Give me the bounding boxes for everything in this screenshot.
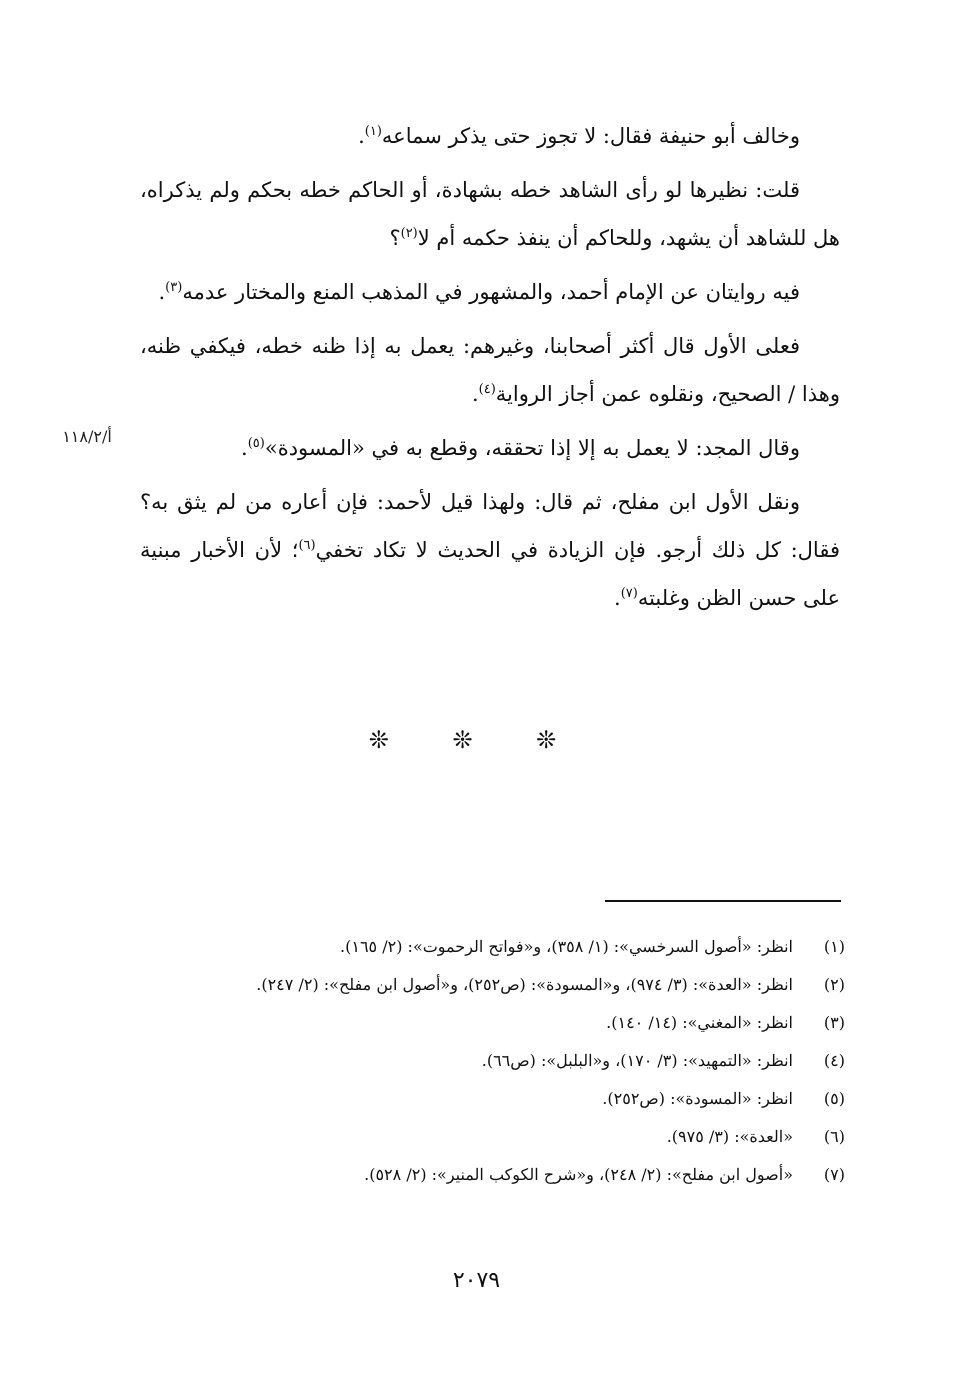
footnote-number: (٣) (823, 1013, 845, 1032)
paragraph-2 (140, 166, 840, 262)
footnote-text: «العدة»: (٣/ ٩٧٥). (666, 1127, 793, 1146)
footnote-number: (٦) (823, 1127, 845, 1146)
paragraph-4-text: فعلى الأول قال أكثر أصحابنا، وغيرهم: يعمل به إذا ظنه خطه، فيكفي ظنه، وهذا / الصحيح، ونقلوه عمن أجاز الرواية (140, 334, 840, 406)
footnote-ref-3: (٣) (165, 280, 183, 295)
paragraph-3-end: . (158, 280, 166, 304)
footnote-text: انظر: «المغني»: (١٤/ ١٤٠). (606, 1013, 793, 1032)
page-number: ٢٠٧٩ (452, 1268, 501, 1293)
paragraph-1-text: وخالف أبو حنيفة فقال: لا تجوز حتى يذكر سماعه (381, 124, 800, 148)
footnote-number: (٧) (823, 1165, 845, 1184)
footnote-item (150, 928, 845, 966)
footnote-item (150, 1042, 845, 1080)
paragraph-2-text: قلت: نظيرها لو رأى الشاهد خطه بشهادة، أو الحاكم خطه بحكم ولم يذكراه، هل للشاهد أن يشهد، وللحاكم أن ينفذ حكمه أم لا (140, 178, 840, 250)
paragraph-6-text: ونقل الأول ابن مفلح، ثم قال: ولهذا قيل لأحمد: فإن أعاره من لم يثق به؟ فقال: كل ذلك أرجو. فإن الزيادة في الحديث لا تكاد تخفي (140, 490, 840, 562)
paragraph-4-end: . (471, 382, 479, 406)
footnote-ref-6: (٦) (298, 538, 316, 553)
section-separator: ❊ ❊ ❊ (368, 726, 585, 754)
main-text (140, 112, 840, 628)
footnote-item (150, 1080, 845, 1118)
footnote-number: (٥) (823, 1089, 845, 1108)
paragraph-6-end: . (614, 586, 621, 610)
paragraph-3-text: فيه روايتان عن الإمام أحمد، والمشهور في المذهب المنع والمختار عدمه (182, 280, 800, 304)
manuscript-folio-marker: أ/١١٨/٢ (62, 427, 112, 446)
paragraph-3 (140, 268, 840, 316)
footnote-divider (605, 900, 841, 902)
footnote-item (150, 1004, 845, 1042)
footnote-item (150, 966, 845, 1004)
paragraph-6 (140, 478, 840, 622)
footnote-text: انظر: «التمهيد»: (٣/ ١٧٠)، و«البلبل»: (ص٦٦). (481, 1051, 793, 1070)
paragraph-1 (140, 112, 840, 160)
footnote-text: «أصول ابن مفلح»: (٢/ ٢٤٨)، و«شرح الكوكب المنير»: (٢/ ٥٢٨). (364, 1165, 793, 1184)
footnote-number: (٢) (823, 975, 845, 994)
paragraph-2-end: ؟ (389, 226, 401, 250)
footnote-item (150, 1156, 845, 1194)
footnotes (150, 928, 845, 1194)
paragraph-4 (140, 322, 840, 418)
footnote-ref-4: (٤) (478, 382, 496, 397)
paragraph-5-end: . (241, 436, 248, 460)
paragraph-6-continued: ؛ لأن الأخبار مبنية على حسن الظن وغلبته (140, 538, 840, 610)
footnote-text: انظر: «المسودة»: (ص٢٥٢). (602, 1089, 793, 1108)
paragraph-5-text: وقال المجد: لا يعمل به إلا إذا تحققه، وقطع به في «المسودة» (264, 436, 800, 460)
paragraph-1-end: . (358, 124, 365, 148)
paragraph-5 (140, 424, 840, 472)
footnote-number: (٤) (823, 1051, 845, 1070)
footnote-number: (١) (823, 937, 845, 956)
footnote-text: انظر: «أصول السرخسي»: (١/ ٣٥٨)، و«فواتح الرحموت»: (٢/ ١٦٥). (340, 937, 793, 956)
footnote-ref-7: (٧) (620, 586, 638, 601)
footnote-ref-2: (٢) (400, 226, 418, 241)
footnote-item (150, 1118, 845, 1156)
footnote-ref-1: (١) (364, 124, 382, 139)
footnote-ref-5: (٥) (247, 436, 265, 451)
footnote-text: انظر: «العدة»: (٣/ ٩٧٤)، و«المسودة»: (ص٢٥٢)، و«أصول ابن مفلح»: (٢/ ٢٤٧). (256, 975, 793, 994)
